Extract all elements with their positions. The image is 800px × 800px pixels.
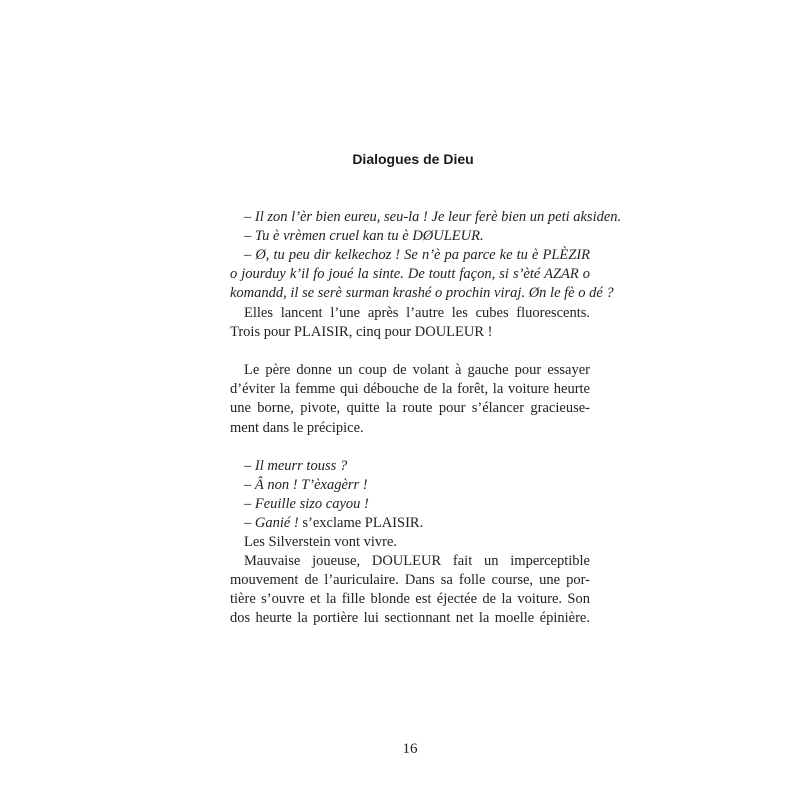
paragraph-line-9: d’éviter la femme qui débouche de la forêt, la voiture heurte [230, 381, 590, 397]
paragraph-line-7: Trois pour PLAISIR, cinq pour DOULEUR ! [230, 324, 493, 340]
dialogue-line-15 [230, 514, 590, 533]
dialogue-line-1: – Il zon l’èr bien eureu, seu-la ! Je leur ferè bien un peti aksiden. [244, 209, 622, 225]
paragraph-line-10: une borne, pivote, quitte la route pour s’élancer gracieuse- [230, 400, 590, 416]
paragraph-line-16: Les Silverstein vont vivre. [244, 534, 398, 550]
paragraph-line-19: tière s’ouvre et la fille blonde est éjectée de la voiture. Son [230, 591, 590, 607]
paragraph-line-8: Le père donne un coup de volant à gauche pour essayer [244, 362, 590, 378]
paragraph-line-18: mouvement de l’auriculaire. Dans sa folle course, une por- [230, 572, 590, 588]
dialogue-line-13: – Â non ! T’èxagèrr ! [244, 477, 368, 493]
dialogue-line-14: – Feuille sizo cayou ! [244, 496, 369, 512]
dialogue-line-15-italic: – Ganié ! [244, 515, 299, 531]
dialogue-line-3: – Ø, tu peu dir kelkechoz ! Se n’è pa parce ke tu è PLÈZIR [244, 247, 590, 263]
chapter-title: Dialogues de Dieu [352, 151, 474, 167]
dialogue-line-4: o jourduy k’il fo joué la sinte. De toutt façon, si s’èté AZAR o [230, 266, 590, 282]
dialogue-line-12: – Il meurr touss ? [244, 458, 348, 474]
paragraph-line-11: ment dans le précipice. [230, 420, 364, 436]
dialogue-line-5: komandd, il se serè surman krashé o prochin viraj. Øn le fè o dé ? [230, 285, 614, 301]
dialogue-line-2: – Tu è vrèmen cruel kan tu è DØULEUR. [244, 228, 484, 244]
paragraph-line-20: dos heurte la portière lui sectionnant net la moelle épinière. [230, 610, 590, 626]
dialogue-line-15-roman: s’exclame PLAISIR. [298, 515, 424, 531]
paragraph-line-17: Mauvaise joueuse, DOULEUR fait un imperceptible [244, 553, 590, 569]
page-number: 16 [402, 741, 418, 757]
paragraph-line-6: Elles lancent l’une après l’autre les cubes fluorescents. [244, 305, 590, 321]
